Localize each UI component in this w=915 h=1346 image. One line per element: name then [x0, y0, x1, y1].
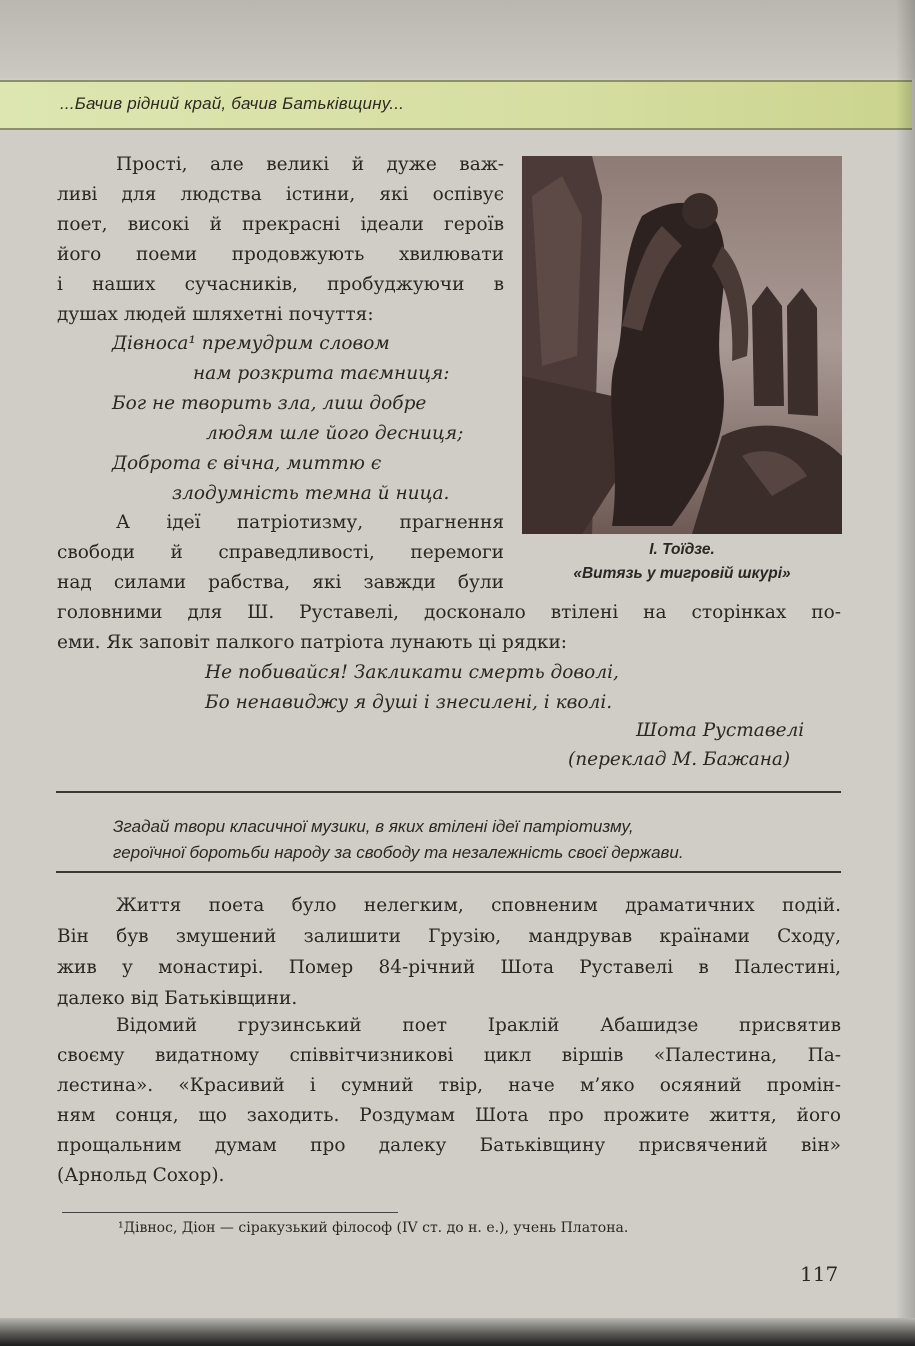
page-right-shade — [896, 0, 915, 1346]
footnote-rule — [62, 1212, 398, 1213]
task-bottom-rule — [56, 871, 841, 873]
task-line: Згадай твори класичної музики, в яких втілені ідеї патріотизму, — [113, 817, 634, 836]
text-line: еми. Як заповіт палкого патріота лунають ці рядки: — [57, 632, 568, 653]
text-line: А ідеї патріотизму, прагнення — [116, 512, 504, 533]
page-top-shadow — [0, 0, 915, 78]
text-line: головними для Ш. Руставелі, досконало втілені на сторінках по- — [57, 602, 841, 623]
banner-title: ...Бачив рідний край, бачив Батьківщину... — [60, 94, 405, 113]
text-line: своєму видатному співвітчизникові цикл віршів «Палестина, Па- — [57, 1045, 841, 1066]
verse-line: Бог не творить зла, лиш добре — [112, 393, 427, 414]
verse-line: Дівноса¹ премудрим словом — [112, 333, 390, 354]
illustration-caption-author: І. Тоїдзе. — [649, 541, 715, 558]
page-number: 117 — [800, 1262, 839, 1286]
verse-line: нам розкрита таємниця: — [193, 363, 450, 384]
text-line: Відомий грузинський поет Іраклій Абашидзе присвятив — [116, 1015, 841, 1036]
text-line: Прості, але великі й дуже важ- — [116, 154, 504, 175]
text-line: (Арнольд Сохор). — [57, 1165, 225, 1186]
text-line: далеко від Батьківщини. — [57, 988, 298, 1009]
verse-line: Бо ненавиджу я душі і знесилені, і кволі. — [205, 692, 613, 713]
verse-translator: (переклад М. Бажана) — [568, 749, 791, 770]
verse-line: злодумність темна й ница. — [172, 483, 450, 504]
section-banner — [0, 80, 912, 130]
verse-line: Доброта є вічна, миттю є — [112, 453, 382, 474]
verse-author: Шота Руставелі — [636, 720, 805, 741]
text-line: жив у монастирі. Помер 84-річний Шота Руставелі в Палестині, — [57, 957, 841, 978]
text-line: Життя поета було нелегким, сповненим драматичних подій. — [116, 895, 841, 916]
text-line: Він був змушений залишити Грузію, мандрував країнами Сходу, — [57, 926, 841, 947]
verse-line: Не побивайся! Закликати смерть доволі, — [205, 662, 619, 683]
text-line: прощальним думам про далеку Батьківщину присвячений він» — [57, 1135, 841, 1156]
task-top-rule — [56, 791, 841, 793]
verse-line: людям шле його десниця; — [206, 423, 464, 444]
page-bottom-edge — [0, 1318, 915, 1346]
text-line: душах людей шляхетні почуття: — [57, 304, 374, 325]
painting-illustration — [522, 156, 842, 534]
text-line: ливі для людства істини, які оспівує — [57, 184, 504, 205]
illustration-caption-title: «Витязь у тигровій шкурі» — [573, 565, 791, 582]
text-line: поет, високі й прекрасні ідеали героїв — [57, 214, 504, 235]
text-line: і наших сучасників, пробуджуючи в — [57, 274, 504, 295]
text-line: над силами рабства, які завжди були — [57, 572, 504, 593]
text-line: лестина». «Красивий і сумний твір, наче м’яко осяяний промін- — [57, 1075, 841, 1096]
text-line: його поеми продовжують хвилювати — [57, 244, 504, 265]
knight-in-panther-skin-picture — [522, 156, 842, 534]
footnote: ¹Дівнос, Діон — сіракузький філософ (IV ст. до н. е.), учень Платона. — [118, 1220, 629, 1236]
text-line: ням сонця, що заходить. Роздумам Шота про прожите життя, його — [57, 1105, 841, 1126]
text-line: свободи й справедливості, перемоги — [57, 542, 504, 563]
task-line: героїчної боротьби народу за свободу та незалежність своєї держави. — [113, 843, 684, 862]
